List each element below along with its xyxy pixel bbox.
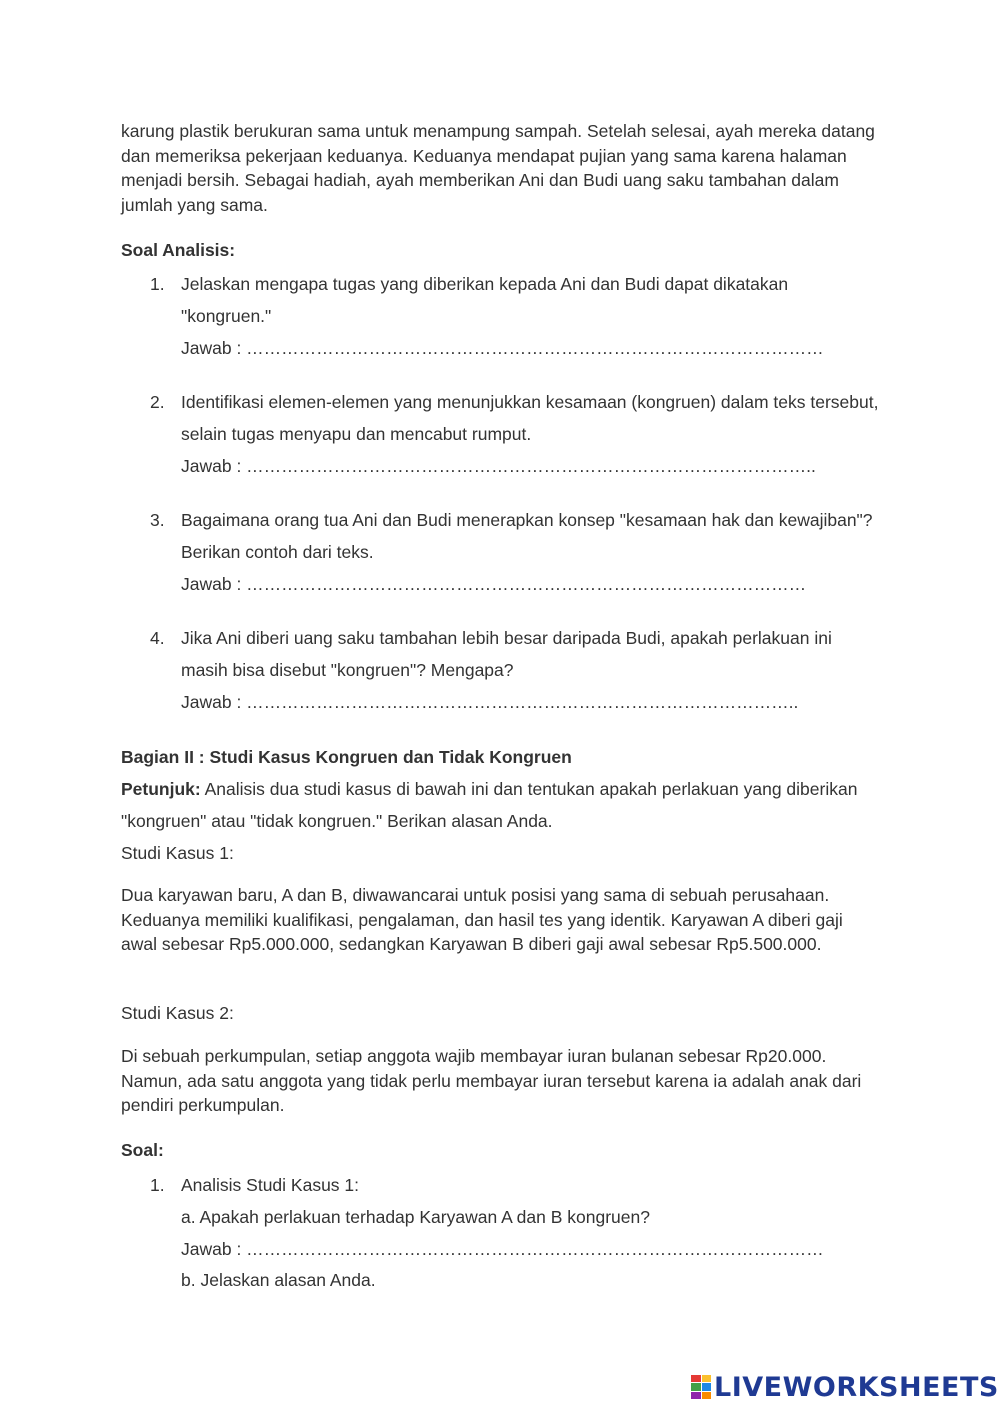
sub-question-a: a. Apakah perlakuan terhadap Karyawan A dan B kongruen? xyxy=(181,1207,650,1227)
question-number: 2. xyxy=(150,392,165,412)
question-text: Identifikasi elemen-elemen yang menunjukkan kesamaan (kongruen) dalam teks tersebut, selain tugas menyapu dan mencabut rumput. xyxy=(181,392,879,444)
logo-text: LIVEWORKSHEETS xyxy=(714,1371,999,1403)
question-number: 1. xyxy=(150,1175,165,1195)
petunjuk-label: Petunjuk: xyxy=(121,779,201,799)
question-text: Jika Ani diberi uang saku tambahan lebih besar daripada Budi, apakah perlakuan ini masih bisa disebut "kongruen"? Mengapa? xyxy=(181,628,832,680)
answer-line[interactable]: Jawab : …………………………………………………………………………………… xyxy=(181,574,807,594)
section-heading: Bagian II : Studi Kasus Kongruen dan Tidak Kongruen xyxy=(121,747,572,767)
question-number: 4. xyxy=(150,628,165,648)
answer-line[interactable]: Jawab : ……………………………………………………………………………………… xyxy=(181,338,824,358)
soal-analisis-heading: Soal Analisis: xyxy=(121,240,236,260)
answer-line[interactable]: Jawab : …………………………………………………………………………………….. xyxy=(181,456,816,476)
question-number: 1. xyxy=(150,274,165,294)
question-text: Jelaskan mengapa tugas yang diberikan kepada Ani dan Budi dapat dikatakan "kongruen." xyxy=(181,274,789,326)
question-number: 3. xyxy=(150,510,165,530)
question-text: Analisis Studi Kasus 1: xyxy=(181,1175,360,1195)
case1-title: Studi Kasus 1: xyxy=(121,843,234,863)
case1-text: Dua karyawan baru, A dan B, diwawancarai untuk posisi yang sama di sebuah perusahaan. Keduanya memiliki kualifikasi, pengalaman, dan hasil tes yang identik. Karyawan A diberi gaji awal sebesar Rp5.000.000, sedangkan Karyawan B diberi gaji awal sebesar Rp5.500.000. xyxy=(121,885,843,954)
soal-heading: Soal: xyxy=(121,1140,164,1160)
liveworksheets-logo[interactable] xyxy=(691,1372,999,1402)
intro-paragraph: karung plastik berukuran sama untuk menampung sampah. Setelah selesai, ayah mereka datang dan memeriksa pekerjaan keduanya. Keduanya mendapat pujian yang sama karena halaman menjadi bersih. Sebagai hadiah, ayah memberikan Ani dan Budi uang saku tambahan dalam jumlah yang sama. xyxy=(121,121,875,215)
answer-line[interactable]: Jawab : ………………………………………………………………………………….. xyxy=(181,692,799,712)
petunjuk-paragraph xyxy=(121,773,881,837)
question-text: Bagaimana orang tua Ani dan Budi menerapkan konsep "kesamaan hak dan kewajiban"? Berikan contoh dari teks. xyxy=(181,510,873,562)
case2-title: Studi Kasus 2: xyxy=(121,1003,234,1023)
sub-question-b: b. Jelaskan alasan Anda. xyxy=(181,1270,376,1290)
petunjuk-text: Analisis dua studi kasus di bawah ini dan tentukan apakah perlakuan yang diberikan "kongruen" atau "tidak kongruen." Berikan alasan Anda. xyxy=(121,779,858,831)
logo-mark-icon xyxy=(691,1375,711,1399)
answer-line[interactable]: Jawab : ……………………………………………………………………………………… xyxy=(181,1239,824,1259)
case2-text: Di sebuah perkumpulan, setiap anggota wajib membayar iuran bulanan sebesar Rp20.000. Namun, ada satu anggota yang tidak perlu membayar iuran tersebut karena ia adalah anak dari pendiri perkumpulan. xyxy=(121,1046,862,1115)
